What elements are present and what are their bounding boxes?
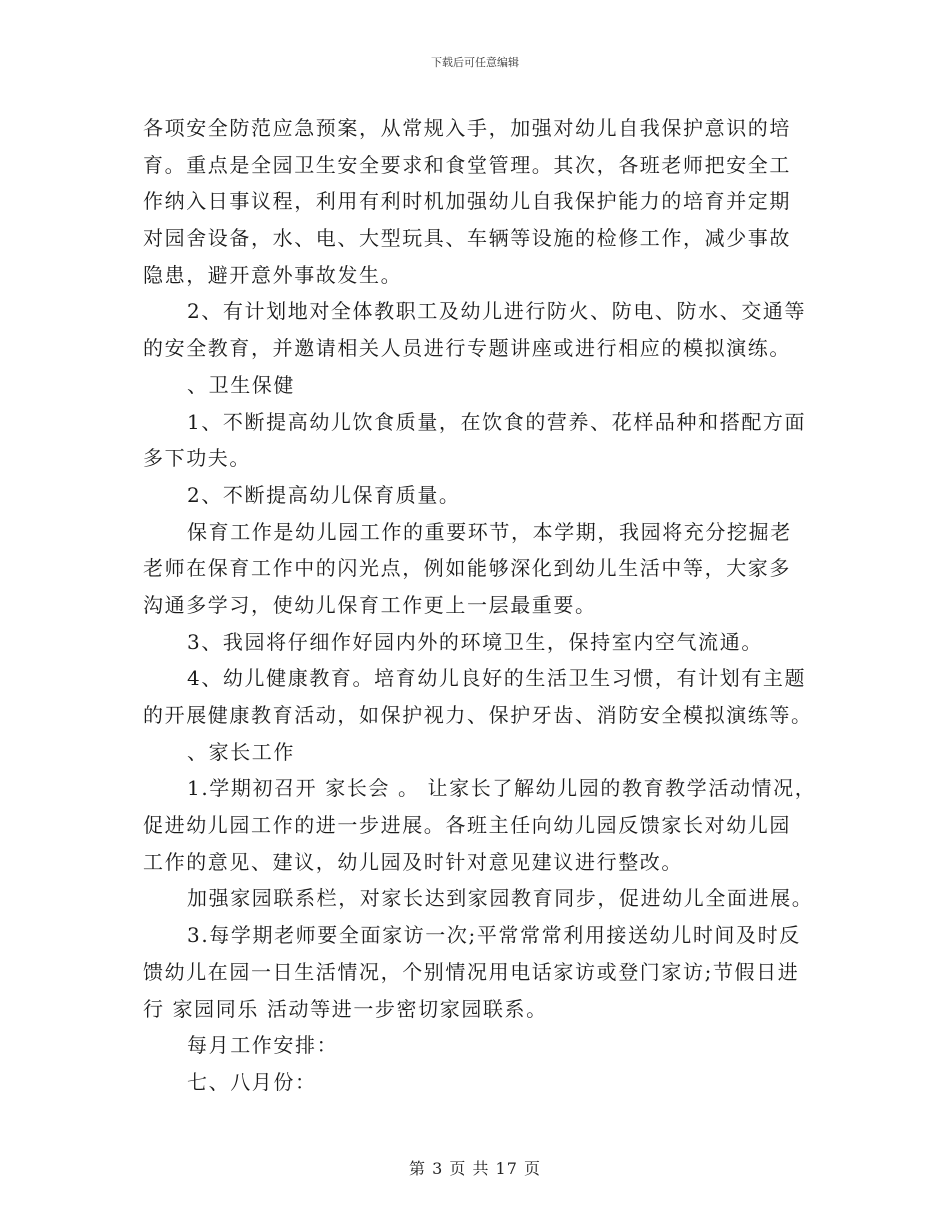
- text-line: 馈幼儿在园一日生活情况，个别情况用电话家访或登门家访;节假日进: [143, 959, 800, 984]
- text-line: 多下功夫。: [143, 446, 251, 471]
- text-line: 加强家园联系栏，对家长达到家园教育同步，促进幼儿全面进展。: [187, 886, 814, 911]
- text-line: 每月工作安排：: [187, 1033, 339, 1058]
- text-line: 隐患，避开意外事故发生。: [143, 262, 403, 287]
- text-line: 3.每学期老师要全面家访一次;平常常常利用接送幼儿时间及时反: [187, 923, 801, 948]
- page-footer: 第 3 页 共 17 页: [409, 1159, 541, 1178]
- text-line: 、卫生保健: [187, 372, 295, 397]
- text-line: 的开展健康教育活动，如保护视力、保护牙齿、消防安全模拟演练等。: [143, 703, 813, 727]
- text-line: 促进幼儿园工作的进一步进展。各班主任向幼儿园反馈家长对幼儿园: [143, 813, 791, 838]
- text-line: 1.学期初召开 家长会 。 让家长了解幼儿园的教育教学活动情况，: [187, 776, 817, 801]
- text-line: 对园舍设备，水、电、大型玩具、车辆等设施的检修工作，减少事故: [143, 226, 791, 251]
- document-body: [143, 110, 823, 1101]
- text-line: 工作的意见、建议，幼儿园及时针对意见建议进行整改。: [143, 849, 683, 874]
- text-line: 育。重点是全园卫生安全要求和食堂管理。其次，各班老师把安全工: [143, 152, 791, 177]
- text-line: 4、幼儿健康教育。培育幼儿良好的生活卫生习惯，有计划有主题: [187, 666, 807, 691]
- text-line: 作纳入日事议程，利用有利时机加强幼儿自我保护能力的培育并定期: [143, 189, 791, 214]
- text-line: 1、不断提高幼儿饮食质量，在饮食的营养、花样品种和搭配方面: [187, 409, 807, 434]
- text-line: 的安全教育，并邀请相关人员进行专题讲座或进行相应的模拟演练。: [143, 336, 791, 361]
- text-line: 老师在保育工作中的闪光点，例如能够深化到幼儿生活中等，大家多: [143, 556, 791, 581]
- page-header: 下载后可任意编辑: [431, 56, 519, 69]
- text-line: 3、我园将仔细作好园内外的环境卫生，保持室内空气流通。: [187, 629, 763, 654]
- text-line: 七、八月份：: [187, 1069, 317, 1094]
- text-line: 行 家园同乐 活动等进一步密切家园联系。: [143, 996, 548, 1021]
- text-line: 沟通多学习，使幼儿保育工作更上一层最重要。: [143, 592, 597, 617]
- text-line: 2、有计划地对全体教职工及幼儿进行防火、防电、防水、交通等: [187, 299, 807, 324]
- text-line: 2、不断提高幼儿保育质量。: [187, 482, 461, 507]
- text-line: 各项安全防范应急预案，从常规入手，加强对幼儿自我保护意识的培: [143, 116, 791, 140]
- text-line: 保育工作是幼儿园工作的重要环节，本学期，我园将充分挖掘老: [187, 519, 792, 544]
- text-line: 、家长工作: [187, 739, 295, 764]
